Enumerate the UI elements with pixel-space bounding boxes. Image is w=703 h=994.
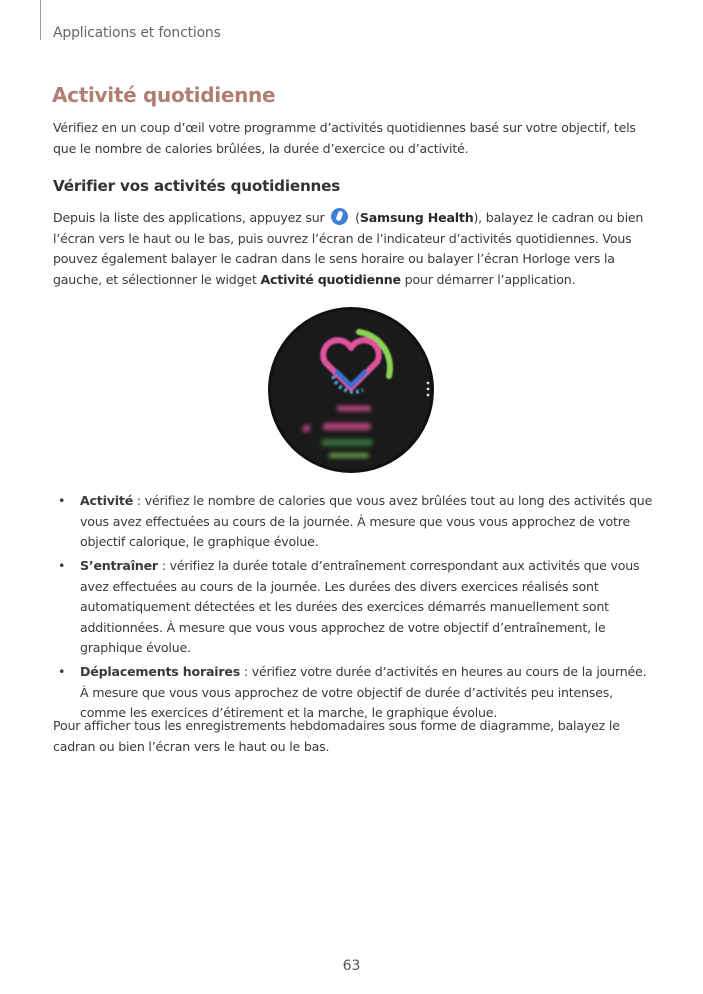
list-item-text: : vérifiez la durée totale d’entraînement correspondant aux activités que vous avez effectuées au cours de la journée. Les durées des divers exercices réalisés sont automatiquement détectées et les durées des exercices démarrés manuellement sont additionnées. À mesure que vous vous approchez de votre objectif d’entraînement, le graphique évolue. [80, 558, 640, 655]
app-name: Samsung Health [359, 210, 474, 225]
list-item-text: : vérifiez le nombre de calories que vous avez brûlées tout au long des activités que vous avez effectuées au cours de la journée. À mesure que vous vous approchez de votre objectif calorique, le graphique évolue. [80, 493, 653, 549]
list-item [55, 491, 655, 553]
instructions-text-2: ( [351, 210, 360, 225]
intro-paragraph: Vérifiez en un coup d’œil votre programme d’activités quotidiennes basé sur votre objectif, tels que le nombre de calories brûlées, la durée d’exercice ou d’activité. [53, 120, 636, 156]
list-item-term: S’entraîner [80, 558, 158, 573]
page-title: Activité quotidienne [52, 83, 276, 107]
instructions-text-1: Depuis la liste des applications, appuyez sur [53, 210, 329, 225]
page-number: 63 [342, 958, 361, 974]
list-item [55, 556, 655, 659]
instructions-text-4: pour démarrer l’application. [400, 271, 576, 287]
samsung-health-icon [331, 208, 348, 225]
instructions-text-3: ), balayez le cadran ou bien l’écran vers le haut ou le bas, puis ouvrez l’écran de l’indicateur d’activités quotidiennes. Vous pouvez également balayer le cadran dans le sens horaire ou balayer l’écran Horloge vers la gauche, et sélectionner le widget [53, 210, 644, 287]
feature-list [55, 491, 655, 727]
page-margin-line [40, 0, 41, 40]
outro-paragraph: Pour afficher tous les enregistrements hebdomadaires sous forme de diagramme, balayez le cadran ou bien l’écran vers le haut ou le bas. [53, 718, 620, 754]
bullet-marker: • [58, 558, 66, 573]
bullet-marker: • [58, 664, 66, 679]
list-item [55, 662, 655, 724]
widget-name: Activité quotidienne [260, 271, 401, 287]
section-header: Applications et fonctions [53, 25, 221, 41]
instructions-paragraph [53, 208, 653, 290]
list-item-text: : vérifiez votre durée d’activités en heures au cours de la journée. À mesure que vous vous approchez de votre objectif de durée d’activités peu intenses, comme les exercices d’étirement et la marche, le graphique évolue. [80, 664, 647, 720]
watch-screen-illustration [267, 306, 435, 474]
list-item-term: Activité [80, 493, 134, 508]
more-vertical-icon[interactable] [427, 382, 430, 397]
list-item-term: Déplacements horaires [80, 664, 241, 679]
section-subtitle: Vérifier vos activités quotidiennes [53, 177, 341, 195]
bullet-marker: • [58, 493, 66, 508]
